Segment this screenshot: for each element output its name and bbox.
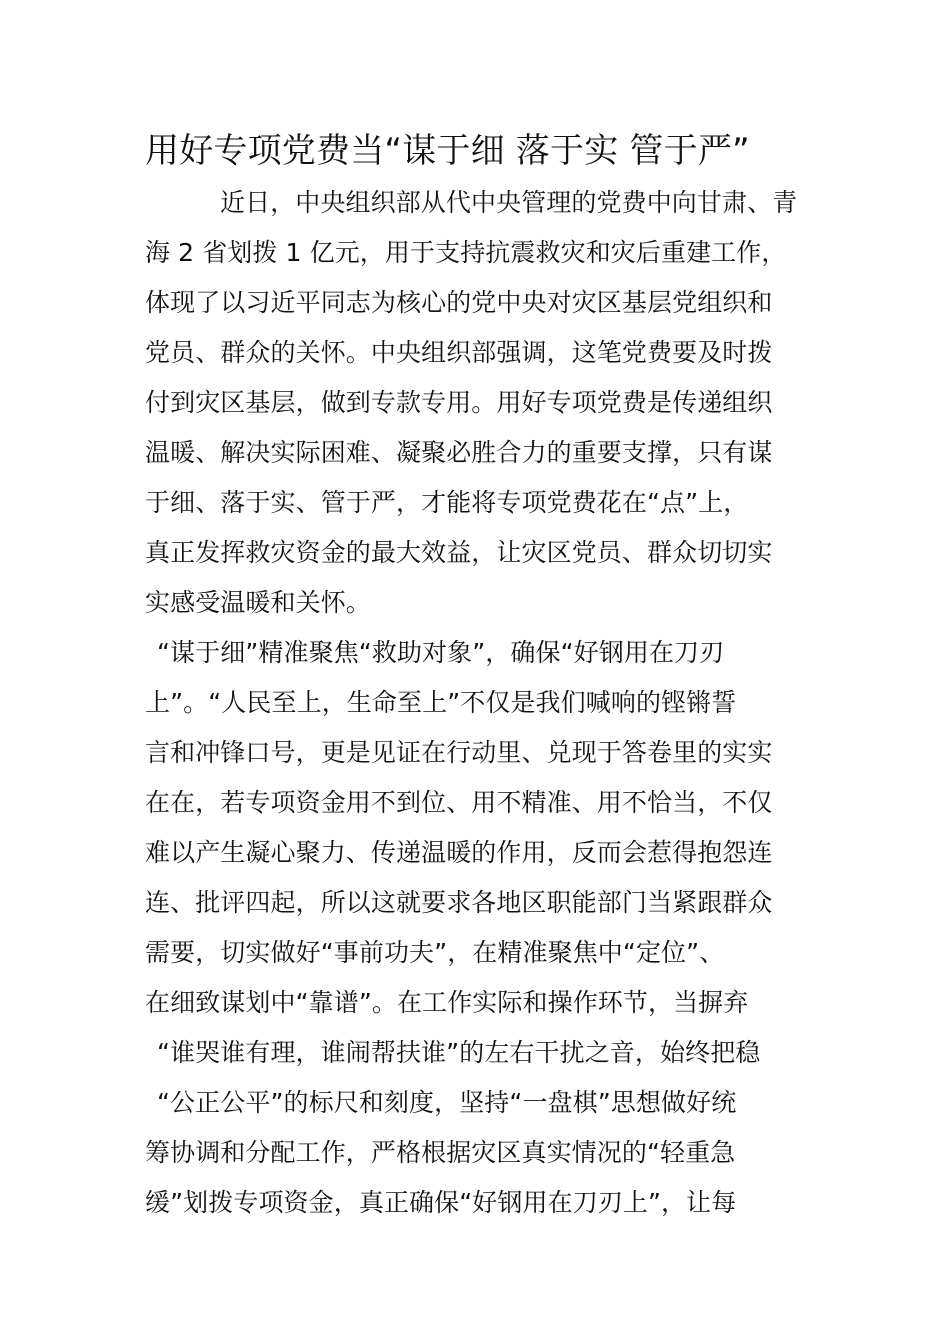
- paragraph-line: 在细致谋划中“靠谱”。在工作实际和操作环节，当摒弃: [145, 988, 749, 1017]
- paragraph-line: 付到灾区基层，做到专款专用。用好专项党费是传递组织: [145, 388, 773, 417]
- paragraph-line: 缓”划拨专项资金，真正确保“好钢用在刀刃上”，让每: [145, 1188, 737, 1217]
- paragraph-line: 言和冲锋口号，更是见证在行动里、兑现于答卷里的实实: [145, 738, 773, 767]
- paragraph-line: 需要，切实做好“事前功夫”，在精准聚焦中“定位”、: [145, 938, 725, 967]
- document-title: 用好专项党费当“谋于细 落于实 管于严”: [145, 131, 750, 171]
- paragraph-line: 于细、落于实、管于严，才能将专项党费花在“点”上，: [145, 488, 749, 517]
- document-body: [145, 178, 810, 1228]
- paragraph-line: 上”。“人民至上，生命至上”不仅是我们喊响的铿锵誓: [145, 688, 737, 717]
- paragraph-line: 连、批评四起，所以这就要求各地区职能部门当紧跟群众: [145, 888, 773, 917]
- paragraph-line: 体现了以习近平同志为核心的党中央对灾区基层党组织和: [145, 288, 773, 317]
- paragraph-line: “谁哭谁有理，谁闹帮扶谁”的左右干扰之音，始终把稳: [157, 1038, 761, 1067]
- paragraph-line: 在在，若专项资金用不到位、用不精准、用不恰当，不仅: [145, 788, 773, 817]
- paragraph-line: 实感受温暖和关怀。: [145, 588, 371, 617]
- paragraph-line: “谋于细”精准聚焦“救助对象”，确保“好钢用在刀刃: [157, 638, 725, 667]
- paragraph-line: 党员、群众的关怀。中央组织部强调，这笔党费要及时拨: [145, 338, 773, 367]
- paragraph-line: 筹协调和分配工作，严格根据灾区真实情况的“轻重急: [145, 1138, 736, 1167]
- paragraph-line: 难以产生凝心聚力、传递温暖的作用，反而会惹得抱怨连: [145, 838, 773, 867]
- paragraph-line: 温暖、解决实际困难、凝聚必胜合力的重要支撑，只有谋: [145, 438, 773, 467]
- paragraph-line: 真正发挥救灾资金的最大效益，让灾区党员、群众切切实: [145, 538, 773, 567]
- paragraph-line: “公正公平”的标尺和刻度，坚持“一盘棋”思想做好统: [157, 1088, 737, 1117]
- paragraph-line: 近日，中央组织部从代中央管理的党费中向甘肃、青: [220, 188, 798, 217]
- paragraph-line: 海 2 省划拨 1 亿元，用于支持抗震救灾和灾后重建工作，: [145, 238, 787, 267]
